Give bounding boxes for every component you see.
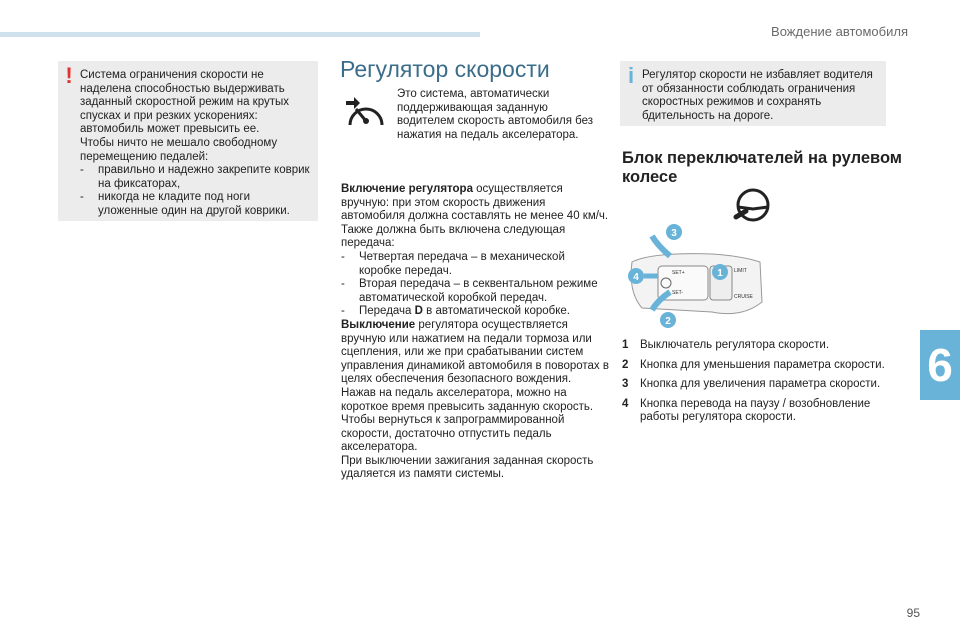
paragraph: Чтобы вернуться к запрограммированной скорости, достаточно отпустить педаль акселератора. [341, 414, 565, 454]
paragraph: осуществляется вручную: при этом скорость движения автомобиля должна составлять не менее 40 км/ч. [341, 183, 609, 223]
chapter-tab: 6 [920, 330, 960, 400]
legend-item: 4 Кнопка перевода на паузу / возобновление работы регулятора скорости. [622, 397, 871, 424]
legend-item: 3 Кнопка для увеличения параметра скорости. [622, 378, 881, 391]
warning-paragraph: Система ограничения скорости не наделена способностью выдерживать заданный скоростной режим на крутых спусках и при резких ускорениях: автомобиль может превысить ее. [80, 69, 289, 136]
callout-2-label: 2 [665, 316, 671, 327]
gear-bullet: - Передача D в автоматической коробке. [341, 305, 570, 318]
steering-wheel-icon [733, 187, 773, 223]
info-icon: i [627, 63, 635, 88]
page-number: 95 [906, 606, 920, 620]
paragraph: Нажав на педаль акселератора, можно на короткое время превысить заданную скорость. [341, 386, 594, 413]
gear-bullet: - Четвертая передача – в механической коробке передач. [341, 250, 565, 277]
paragraph: регулятора осуществляется вручную или нажатием на педали тормоза или сцепления, или же при срабатывании систем управления динамикой автомобиля в поворотах в целях обеспечения безопасного вождения. [341, 318, 609, 386]
gear-bullet: - Вторая передача – в секвентальном режиме автоматической коробкой передач. [341, 278, 598, 304]
switch-legend [622, 339, 892, 431]
section-header: Вождение автомобиля [771, 24, 908, 39]
set-plus-label: SET+ [672, 270, 685, 276]
cruise-control-description [341, 183, 609, 482]
warning-box [58, 61, 318, 221]
page-title: Регулятор скорости [340, 56, 550, 82]
callout-4-label: 4 [633, 272, 639, 283]
warning-paragraph: Чтобы ничто не мешало свободному перемещению педалей: [80, 136, 278, 163]
paragraph: При выключении зажигания заданная скорость удаляется из памяти системы. [341, 454, 594, 481]
switch-diagram [622, 222, 767, 330]
legend-item: 1 Выключатель регулятора скорости. [622, 339, 830, 351]
info-box [620, 61, 886, 126]
exclamation-icon: ! [65, 63, 73, 88]
callout-1-label: 1 [717, 268, 723, 279]
callout-3-label: 3 [671, 228, 677, 239]
header-bar [0, 32, 480, 37]
bold-term: Выключение [341, 318, 416, 331]
intro-text: Это система, автоматически поддерживающая заданную водителем скорость автомобиля без нажатия на педаль акселератора. [397, 88, 594, 141]
warning-bullet: - правильно и надежно закрепите коврик на фиксаторах, [80, 164, 310, 190]
section-title: Блок переключателей на рулевом колесе [622, 149, 903, 186]
cruise-label: CRUISE [734, 294, 753, 300]
bold-term: Включение регулятора [341, 183, 473, 195]
paragraph: Также должна быть включена следующая передача: [341, 223, 566, 250]
set-minus-label: SET- [672, 290, 684, 296]
limit-label: LIMIT [734, 268, 747, 274]
legend-item: 2 Кнопка для уменьшения параметра скорости. [622, 358, 885, 371]
warning-bullet: - никогда не кладите под ноги уложенные один на другой коврики. [80, 191, 290, 217]
speedometer-icon [344, 95, 388, 135]
info-text: Регулятор скорости не избавляет водителя от обязанности соблюдать ограничения скоростных режимов и сохранять бдительность на дороге. [642, 69, 873, 122]
